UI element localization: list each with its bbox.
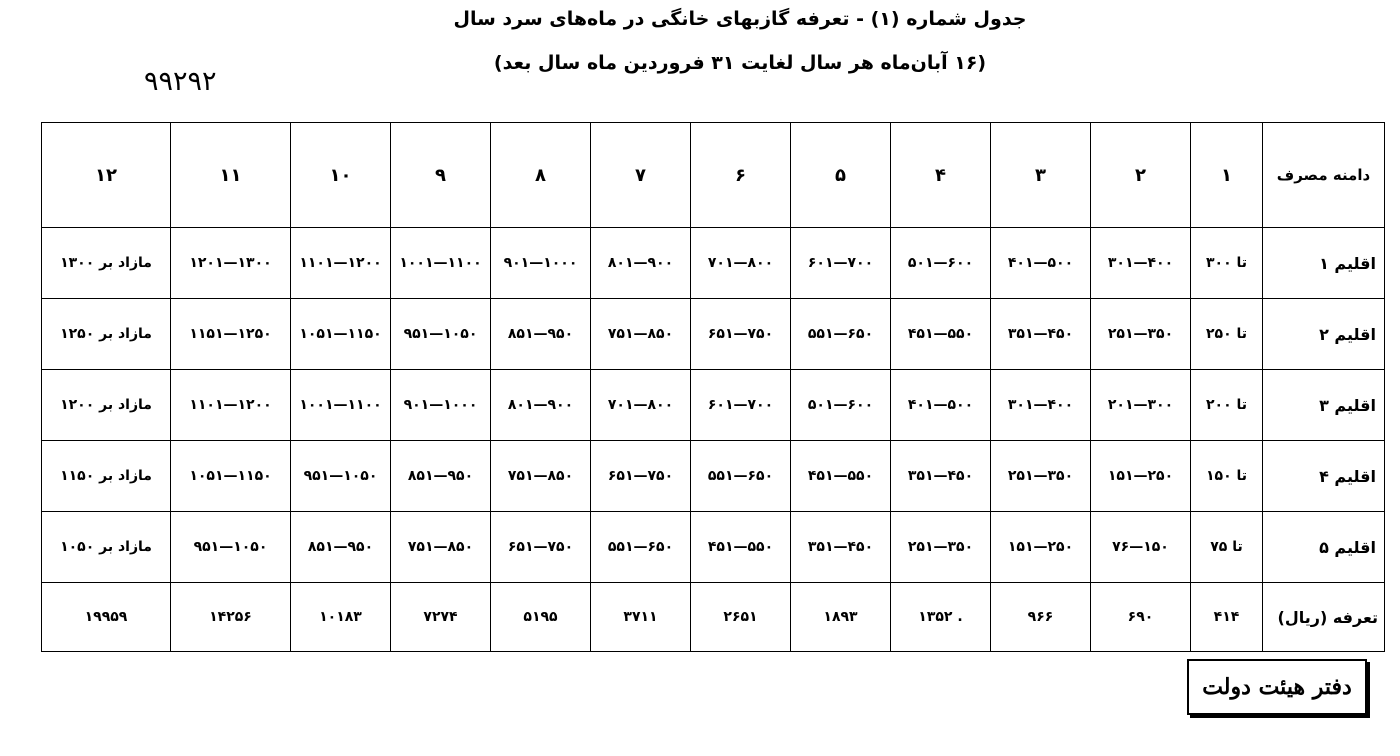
table-cell: ۶۵۰—۵۵۱ [691,441,791,512]
price-cell: . ۱۳۵۲ [891,583,991,652]
table-cell: مازاد بر ۱۲۰۰ [42,370,171,441]
table-cell: تا ۱۵۰ [1191,441,1263,512]
document-subtitle: (۱۶ آبان‌ماه هر سال لغایت ۳۱ فروردین ماه سال بعد) [493,52,987,74]
header-corner-cell: دامنه مصرف [1263,123,1385,228]
header-column-cell: ۳ [991,123,1091,228]
row-label-cell: تعرفه (ریال) [1263,583,1385,652]
table-cell: ۳۵۰—۲۵۱ [991,441,1091,512]
table-header-row [42,123,1385,228]
price-cell: ۱۴۲۵۶ [171,583,291,652]
header-column-cell: ۸ [491,123,591,228]
row-label-cell: اقلیم ۱ [1263,228,1385,299]
tariff-table [41,122,1385,652]
table-cell: ۱۰۵۰—۹۵۱ [171,512,291,583]
header-column-cell: ۷ [591,123,691,228]
table-row [42,441,1385,512]
tariff-price-row [42,583,1385,652]
table-cell: ۸۵۰—۷۵۱ [491,441,591,512]
header-column-cell: ۱ [1191,123,1263,228]
table-cell: ۱۲۰۰—۱۱۰۱ [171,370,291,441]
table-cell: ۴۵۰—۳۵۱ [891,441,991,512]
table-cell: ۹۵۰—۸۵۱ [491,299,591,370]
price-cell: ۱۰۱۸۳ [291,583,391,652]
row-label-cell: اقلیم ۳ [1263,370,1385,441]
price-cell: ۴۱۴ [1191,583,1263,652]
table-cell: تا ۷۵ [1191,512,1263,583]
table-cell: تا ۲۵۰ [1191,299,1263,370]
table-cell: ۲۵۰—۱۵۱ [991,512,1091,583]
header-column-cell: ۹ [391,123,491,228]
table-cell: ۷۵۰—۶۵۱ [691,299,791,370]
handwritten-number: ۹۹۲۹۲ [144,66,217,97]
table-cell: ۷۵۰—۶۵۱ [591,441,691,512]
table-cell: ۳۵۰—۲۵۱ [1091,299,1191,370]
document-title: جدول شماره (۱) - تعرفه گازبهای خانگی در ماه‌های سرد سال [453,8,1027,30]
table-cell: ۸۵۰—۷۵۱ [591,299,691,370]
table-cell: ۱۰۰۰—۹۰۱ [391,370,491,441]
price-cell: ۷۲۷۴ [391,583,491,652]
table-cell: ۷۰۰—۶۰۱ [691,370,791,441]
table-cell: ۱۵۰—۷۶ [1091,512,1191,583]
table-cell: ۵۵۰—۴۵۱ [791,441,891,512]
table-cell: ۵۰۰—۴۰۱ [991,228,1091,299]
price-cell: ۲۶۵۱ [691,583,791,652]
table-cell: مازاد بر ۱۳۰۰ [42,228,171,299]
table-cell: ۱۲۰۰—۱۱۰۱ [291,228,391,299]
table-cell: ۷۵۰—۶۵۱ [491,512,591,583]
table-cell: ۹۵۰—۸۵۱ [391,441,491,512]
header-column-cell: ۱۰ [291,123,391,228]
price-cell: ۱۹۹۵۹ [42,583,171,652]
table-cell: ۱۱۰۰—۱۰۰۱ [291,370,391,441]
row-label-cell: اقلیم ۵ [1263,512,1385,583]
header-column-cell: ۶ [691,123,791,228]
table-cell: ۹۰۰—۸۰۱ [491,370,591,441]
table-cell: ۱۳۰۰—۱۲۰۱ [171,228,291,299]
row-label-cell: اقلیم ۴ [1263,441,1385,512]
table-cell: ۲۵۰—۱۵۱ [1091,441,1191,512]
table-cell: ۶۰۰—۵۰۱ [791,370,891,441]
table-cell: ۴۵۰—۳۵۱ [791,512,891,583]
header-column-cell: ۲ [1091,123,1191,228]
table-cell: ۳۰۰—۲۰۱ [1091,370,1191,441]
table-cell: ۸۰۰—۷۰۱ [691,228,791,299]
header-column-cell: ۱۲ [42,123,171,228]
table-cell: ۹۰۰—۸۰۱ [591,228,691,299]
table-cell: ۱۲۵۰—۱۱۵۱ [171,299,291,370]
table-cell: تا ۳۰۰ [1191,228,1263,299]
table-cell: مازاد بر ۱۱۵۰ [42,441,171,512]
price-cell: ۱۸۹۳ [791,583,891,652]
table-row [42,228,1385,299]
header-column-cell: ۱۱ [171,123,291,228]
table-cell: ۴۰۰—۳۰۱ [991,370,1091,441]
table-cell: ۵۰۰—۴۰۱ [891,370,991,441]
table-cell: ۱۰۵۰—۹۵۱ [291,441,391,512]
table-cell: ۹۵۰—۸۵۱ [291,512,391,583]
price-cell: ۵۱۹۵ [491,583,591,652]
price-cell: ۹۶۶ [991,583,1091,652]
table-cell: ۱۱۵۰—۱۰۵۱ [291,299,391,370]
table-cell: ۱۱۵۰—۱۰۵۱ [171,441,291,512]
table-cell: ۶۵۰—۵۵۱ [591,512,691,583]
row-label-cell: اقلیم ۲ [1263,299,1385,370]
table-cell: مازاد بر ۱۰۵۰ [42,512,171,583]
table-cell: ۵۵۰—۴۵۱ [891,299,991,370]
price-cell: ۳۷۱۱ [591,583,691,652]
table-cell: تا ۲۰۰ [1191,370,1263,441]
header-column-cell: ۵ [791,123,891,228]
table-cell: ۴۵۰—۳۵۱ [991,299,1091,370]
table-cell: ۴۰۰—۳۰۱ [1091,228,1191,299]
table-cell: ۵۵۰—۴۵۱ [691,512,791,583]
government-office-stamp: دفتر هیئت دولت [1187,659,1367,715]
header-column-cell: ۴ [891,123,991,228]
table-row [42,512,1385,583]
table-cell: ۷۰۰—۶۰۱ [791,228,891,299]
table-cell: ۶۰۰—۵۰۱ [891,228,991,299]
table-cell: ۱۰۰۰—۹۰۱ [491,228,591,299]
table-row [42,299,1385,370]
table-cell: ۶۵۰—۵۵۱ [791,299,891,370]
table-cell: مازاد بر ۱۲۵۰ [42,299,171,370]
table-cell: ۱۰۵۰—۹۵۱ [391,299,491,370]
table-cell: ۸۰۰—۷۰۱ [591,370,691,441]
table-cell: ۸۵۰—۷۵۱ [391,512,491,583]
table-cell: ۱۱۰۰—۱۰۰۱ [391,228,491,299]
table-row [42,370,1385,441]
price-cell: ۶۹۰ [1091,583,1191,652]
table-cell: ۳۵۰—۲۵۱ [891,512,991,583]
